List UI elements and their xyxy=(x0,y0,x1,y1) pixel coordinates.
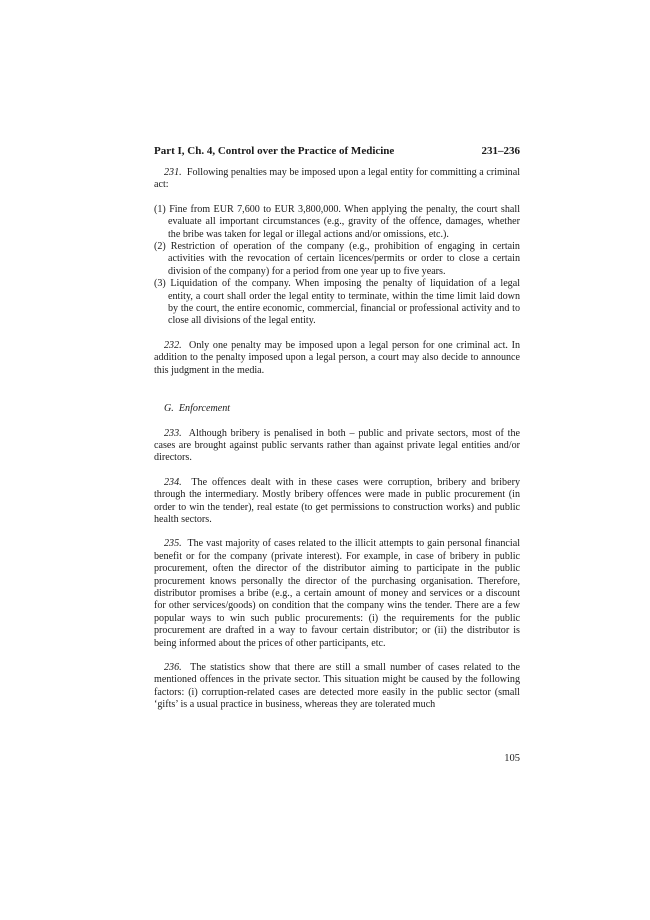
paragraph-text: Only one penalty may be imposed upon a legal person for one criminal act. In addition to the penalty imposed upon a legal person, a court may also decide to announce this judgment in the media. xyxy=(154,339,520,376)
penalty-list xyxy=(154,204,520,328)
paragraph-231 xyxy=(154,167,520,192)
paragraph-233 xyxy=(154,428,520,465)
paragraph-number: 231. xyxy=(164,167,182,178)
paragraph-text: The vast majority of cases related to the illicit attempts to gain personal financial benefit or for the company (private interest). For example, in case of bribery in public procurement, often the director of the distributor aiming to participate in the public procurement knows personally the director of the purchasing organisation. Therefore, distributor promises a bribe (e.g., a certain amount of money and services or a discount for other services/goods) on condition that the company wins the tender. There are a few popular ways to win such public procurements: (i) the requirements for the public procurement are drafted in a way to favour certain distributor; or (ii) the distributor is being informed about the prices of other participants, etc. xyxy=(154,538,520,649)
paragraph-number: 233. xyxy=(164,427,182,439)
paragraph-236 xyxy=(154,662,520,712)
list-item: (1) Fine from EUR 7,600 to EUR 3,800,000. When applying the penalty, the court shall evaluate all important circumstances (e.g., gravity of the offence, damages, whether the bribe was taken for legal or illegal actions and/or omissions, etc.). xyxy=(154,203,520,240)
page-body xyxy=(154,144,520,712)
paragraph-text: The statistics show that there are still a small number of cases related to the mentioned offences in the private sector. This situation might be caused by the following factors: (i) corruption-related cases are detected more easily in the public sector (small ‘gifts’ is a usual practice in business, whereas they are tolerated much xyxy=(154,662,520,711)
paragraph-234 xyxy=(154,477,520,527)
header-title: Part I, Ch. 4, Control over the Practice of Medicine xyxy=(154,145,395,157)
paragraph-number: 232. xyxy=(164,339,182,351)
list-item: (2) Restriction of operation of the company (e.g., prohibition of engaging in certain activities with the revocation of certain licences/permits or order to close a certain division of the company) for a period from one year up to five years. xyxy=(154,241,520,277)
page-number: 105 xyxy=(504,753,520,764)
section-heading: G. Enforcement xyxy=(164,403,231,415)
paragraph-number: 234. xyxy=(164,476,182,488)
list-item: (3) Liquidation of the company. When imposing the penalty of liquidation of a legal entity, a court shall order the legal entity to terminate, within the time limit laid down by the court, the entire economic, commercial, financial or professional activity and to close all divisions of the legal entity. xyxy=(154,278,521,327)
paragraph-number: 235. xyxy=(164,538,182,550)
paragraph-text: The offences dealt with in these cases were corruption, bribery and bribery through the intermediary. Mostly bribery offences were made in public procurement (in order to win the tender), real estate (to get permissions to construction works) and public health sectors. xyxy=(154,476,520,525)
paragraph-text: Although bribery is penalised in both – public and private sectors, most of the cases are brought against public servants rather than against private legal entities and/or directors. xyxy=(154,427,520,464)
header-paragraph-range: 231–236 xyxy=(481,145,520,157)
paragraph-text: Following penalties may be imposed upon a legal entity for committing a criminal act: xyxy=(154,167,521,191)
running-header xyxy=(154,144,520,158)
paragraph-232 xyxy=(154,340,520,377)
paragraph-number: 236. xyxy=(164,662,182,673)
paragraph-235 xyxy=(154,538,520,650)
